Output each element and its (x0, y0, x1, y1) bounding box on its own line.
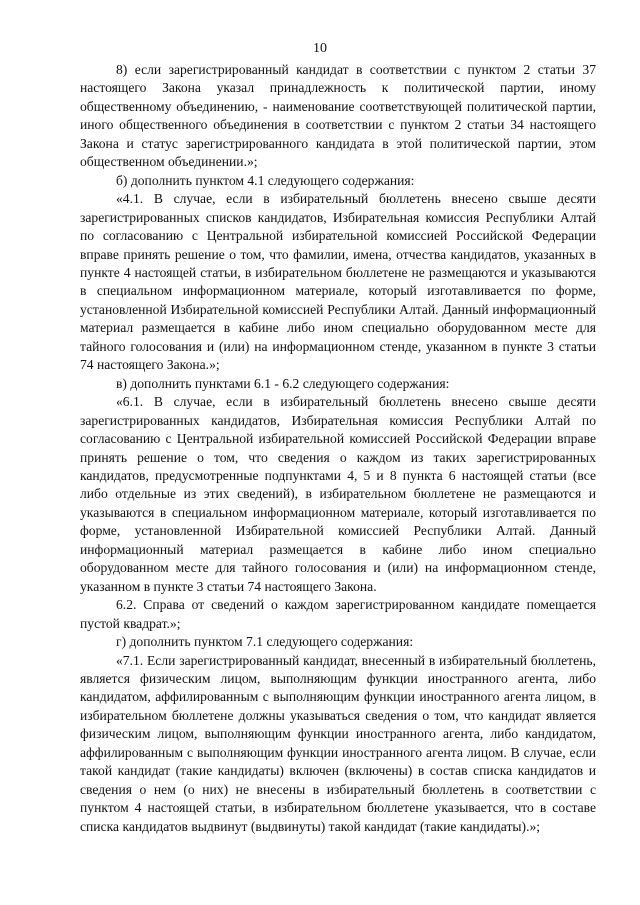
page-number: 10 (313, 41, 327, 56)
paragraph-amendment-v: в) дополнить пунктами 6.1 - 6.2 следующего содержания: (116, 375, 450, 391)
paragraph-point-4-1: «4.1. В случае, если в избирательный бюллетень внесено свыше десяти зарегистрированных списков кандидатов, Избирательная комиссия Республики Алтай по согласованию с Центральной избирательной комиссией Российской Федерации вправе принять решение о том, что фамилии, имена, отчества кандидатов, указанных в пункте 4 настоящей статьи, в избирательном бюллетене не размещаются и указываются в специальном информационном материале, который изготавливается по форме, установленной Избирательной комиссией Республики Алтай. Данный информационный материал размещается в кабине либо ином специально оборудованном месте для тайного голосования и (или) на информационном стенде, указанном в пункте 3 статьи 74 настоящего Закона.»; (80, 191, 596, 373)
paragraph-point-6-1: «6.1. В случае, если в избирательный бюллетень внесено свыше десяти зарегистрированных кандидатов, Избирательная комиссия Республики Алтай по согласованию с Центральной избирательной комиссией Российской Федерации вправе принять решение о том, что сведения о каждом из таких зарегистрированных кандидатов, предусмотренные подпунктами 4, 5 и 8 пункта 6 настоящей статьи (все либо отдельные из этих сведений), в избирательном бюллетене не размещаются и указываются в специальном информационном материале, который изготавливается по форме, установленной Избирательной комиссией Республики Алтай. Данный информационный материал размещается в кабине либо ином специально оборудованном месте для тайного голосования и (или) на информационном стенде, указанном в пункте 3 статьи 74 настоящего Закона. (80, 394, 596, 594)
paragraph-point-7-1: «7.1. Если зарегистрированный кандидат, внесенный в избирательный бюллетень, является физическим лицом, выполняющим функции иностранного агента, либо кандидатом, аффилированным с выполняющим функции иностранного агента лицом, в избирательном бюллетене должны указываться сведения о том, что кандидат является физическим лицом, выполняющим функции иностранного агента, либо кандидатом, аффилированным с выполняющим функции иностранного агента лицом. В случае, если такой кандидат (такие кандидаты) включен (включены) в состав списка кандидатов и сведения о нем (о них) не внесены в избирательный бюллетень в соответствии с пунктом 4 настоящей статьи, в избирательном бюллетене указывается, что в составе списка кандидатов выдвинут (выдвинуты) такой кандидат (такие кандидаты).»; (80, 652, 596, 834)
paragraph-amendment-b: б) дополнить пунктом 4.1 следующего содержания: (116, 172, 415, 188)
paragraph-item-8: 8) если зарегистрированный кандидат в соответствии с пунктом 2 статьи 37 настоящего Закона указал принадлежность к политической партии, иному общественному объединению, - наименование соответствующей политической партии, иного общественного объединения в соответствии с пунктом 2 статьи 34 настоящего Закона и статус зарегистрированного кандидата в этой политической партии, этом общественном объединении.»; (80, 62, 596, 170)
document-body (80, 61, 596, 836)
paragraph-point-6-2: 6.2. Справа от сведений о каждом зарегистрированном кандидате помещается пустой квадрат.»; (80, 597, 596, 631)
paragraph-amendment-g: г) дополнить пунктом 7.1 следующего содержания: (116, 634, 414, 650)
